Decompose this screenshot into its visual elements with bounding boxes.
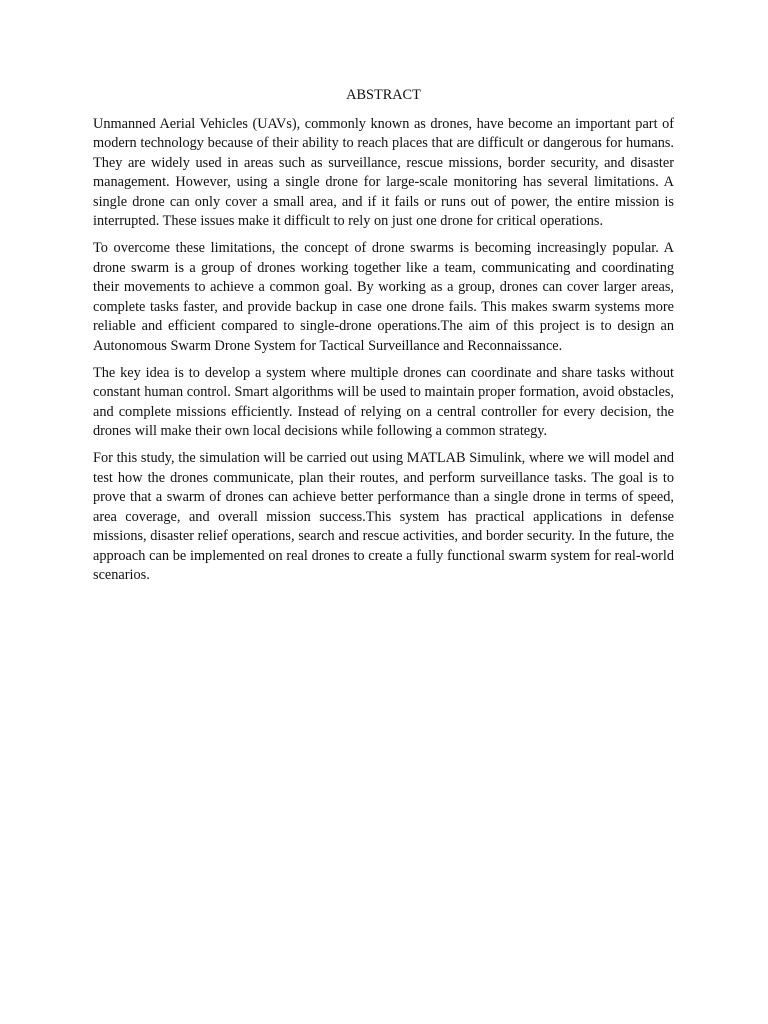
abstract-paragraph-2: To overcome these limitations, the concept of drone swarms is becoming increasingly popular. A drone swarm is a group of drones working together like a team, communicating and coordinating their movements to achieve a common goal. By working as a group, drones can cover larger areas, complete tasks faster, and provide backup in case one drone fails. This makes swarm systems more reliable and efficient compared to single-drone operations.The aim of this project is to design an Autonomous Swarm Drone System for Tactical Surveillance and Reconnaissance. [93,240,674,354]
abstract-title: ABSTRACT [346,87,421,103]
abstract-paragraph-4: For this study, the simulation will be carried out using MATLAB Simulink, where we will model and test how the drones communicate, plan their routes, and perform surveillance tasks. The goal is to prove that a swarm of drones can achieve better performance than a single drone in terms of speed, area coverage, and overall mission success.This system has practical applications in defense missions, disaster relief operations, search and rescue activities, and border security. In the future, the approach can be implemented on real drones to create a fully functional swarm system for real-world scenarios. [93,450,674,583]
abstract-paragraph-3: The key idea is to develop a system where multiple drones can coordinate and share tasks without constant human control. Smart algorithms will be used to maintain proper formation, avoid obstacles, and complete missions efficiently. Instead of relying on a central controller for every decision, the drones will make their own local decisions while following a common strategy. [93,364,674,439]
document-page [93,86,674,593]
abstract-paragraph-1: Unmanned Aerial Vehicles (UAVs), commonly known as drones, have become an important part of modern technology because of their ability to reach places that are difficult or dangerous for humans. They are widely used in areas such as surveillance, rescue missions, border security, and disaster management. However, using a single drone for large-scale monitoring has several limitations. A single drone can only cover a small area, and if it fails or runs out of power, the entire mission is interrupted. These issues make it difficult to rely on just one drone for critical operations. [93,115,674,229]
